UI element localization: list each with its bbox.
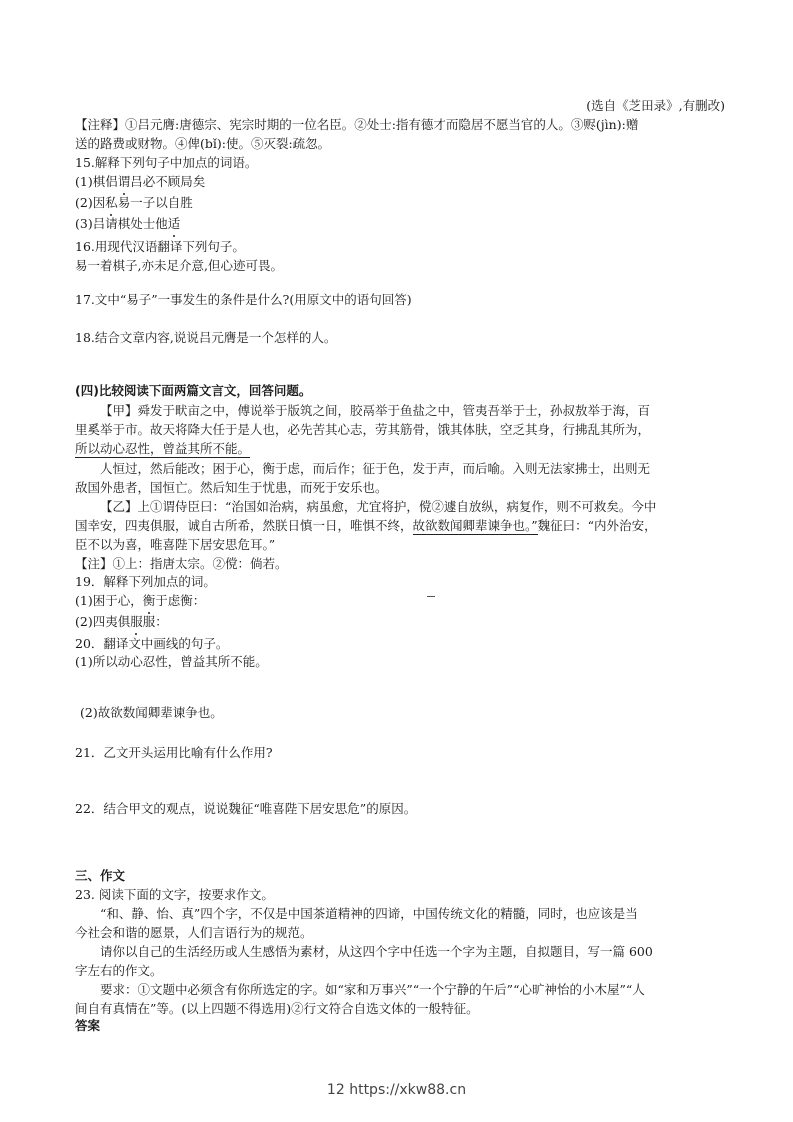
question-16-title: 16.用现代汉语翻译下列句子。 [75, 239, 245, 254]
question-19-item-2 [75, 612, 725, 631]
item-text: (1)困于心， [75, 593, 143, 608]
item-text: (3)吕请棋处士他 [75, 216, 168, 231]
section-4-heading: (四)比较阅读下面两篇文言文，回答问题。 [75, 383, 312, 398]
question-23-title: 23. 阅读下面的文字，按要求作文。 [75, 887, 274, 902]
jia-para2-line-2: 敌国外患者，国恒亡。然后知生于忧患，而死于安乐也。 [75, 480, 388, 495]
essay-para3-line-2: 间自有真情在”等。(以上四题不得选用)②行文符合自选文体的一般特征。 [75, 1001, 479, 1016]
essay-para2-line-1: 请你以自己的生活经历或人生感悟为素材，从这四个字中任选一个字为主题，自拟题目，写一篇 600 [100, 944, 653, 959]
question-16-sentence: 易一着棋子,亦未足介意,但心迹可畏。 [75, 258, 283, 273]
section-3-heading: 三、作文 [75, 868, 126, 883]
question-18-title: 18.结合文章内容,说说吕元膺是一个怎样的人。 [75, 330, 337, 345]
question-20-item-1: (1)所以动心忍性，曾益其所不能。 [75, 654, 268, 669]
dotted-word: 适 [167, 216, 181, 231]
item-text: 吕必不顾局矣 [130, 174, 206, 189]
item-text: 服： [142, 614, 168, 629]
blank-dash [427, 596, 435, 597]
item-text: (2)四夷俱 [75, 614, 131, 629]
question-17-title: 17.文中“易子”一事发生的条件是什么?(用原文中的语句回答) [75, 292, 412, 307]
essay-para1-line-2: 今社会和谐的愿景，人们言语行为的规范。 [75, 925, 313, 940]
dotted-word: 私 [105, 195, 118, 210]
yi-text: 国幸安，四夷俱服，诚自古所希，然朕日慎一日，唯惧不终， [75, 518, 413, 533]
item-text: (1)棋侣 [75, 174, 118, 189]
source-note: (选自《芝田录》,有删改) [586, 98, 725, 113]
dotted-word: 谓 [117, 174, 131, 189]
question-15-item-3 [75, 214, 725, 233]
section-4-note: 【注】①上：指唐太宗。②傥：倘若。 [75, 556, 288, 571]
page-footer [0, 1082, 793, 1098]
item-text: 于虑衡： [155, 593, 206, 608]
annotation-line-2: 送的路费或财物。④俾(bǐ):使。⑤灭裂:疏忽。 [75, 136, 331, 151]
item-text: 易一子以自胜 [117, 195, 193, 210]
yi-line-3: 臣不以为喜，唯喜陛下居安思危耳。” [75, 537, 276, 552]
essay-para1-line-1: “和、静、怡、真”四个字，不仅是中国茶道精神的四谛，中国传统文化的精髓，同时，也应该是当 [100, 906, 638, 921]
question-20-item-2: (2)故欲数闻卿辈谏争也。 [80, 705, 223, 720]
dotted-word: 服 [130, 614, 143, 629]
question-22-title: 22．结合甲文的观点，说说魏征“唯喜陛下居安思危”的原因。 [75, 801, 417, 816]
question-19-title: 19．解释下列加点的词。 [75, 574, 216, 589]
question-15-title: 15.解释下列句子中加点的词语。 [75, 155, 258, 170]
essay-para3-line-1: 要求：①文题中必须含有你所选定的字。如“家和万事兴”“一个宁静的午后”“心旷神怡的小木屋”“人 [100, 982, 645, 997]
page-number: 12 [326, 1082, 345, 1098]
underlined-sentence: 故欲数闻卿辈谏争也。” [412, 518, 538, 533]
underlined-sentence: 所以动心忍性，曾益其所不能。 [75, 441, 251, 456]
question-15-item-2 [75, 193, 725, 212]
yi-line-2 [75, 516, 725, 535]
dotted-word: 衡 [142, 593, 156, 608]
jia-line-2: 里奚举于市。故天将降大任于是人也，必先苦其心志，劳其筋骨，饿其体肤，空乏其身，行拂乱其所为， [75, 422, 651, 437]
yi-line-1: 【乙】上①谓侍臣曰：“治国如治病，病虽愈，尤宜将护，傥②遽自放纵，病复作，则不可救矣。今中 [100, 499, 657, 514]
question-15-item-1 [75, 172, 725, 191]
footer-site-link[interactable]: https://xkw88.cn [349, 1082, 467, 1098]
annotation-line-1: 【注释】①吕元膺:唐德宗、宪宗时期的一位名臣。②处士:指有德才而隐居不愿当官的人。③赆(jìn):赠 [75, 117, 639, 132]
jia-para2-line-1: 人恒过，然后能改；困于心，衡于虑，而后作；征于色，发于声，而后喻。入则无法家拂士，出则无 [100, 461, 651, 476]
question-19-item-1 [75, 591, 725, 610]
jia-line-3 [75, 439, 725, 458]
question-21-title: 21．乙文开头运用比喻有什么作用? [75, 745, 273, 760]
answer-heading: 答案 [75, 1018, 101, 1033]
jia-line-1: 【甲】舜发于畎亩之中，傅说举于版筑之间，胶鬲举于鱼盐之中，管夷吾举于士，孙叔敖举于海，百 [100, 403, 651, 418]
essay-para2-line-2: 字左右的作文。 [75, 963, 163, 978]
yi-text: 魏征曰：“内外治安， [537, 518, 657, 533]
item-text: (2)因 [75, 195, 106, 210]
question-20-title: 20．翻译文中画线的句子。 [75, 636, 229, 651]
